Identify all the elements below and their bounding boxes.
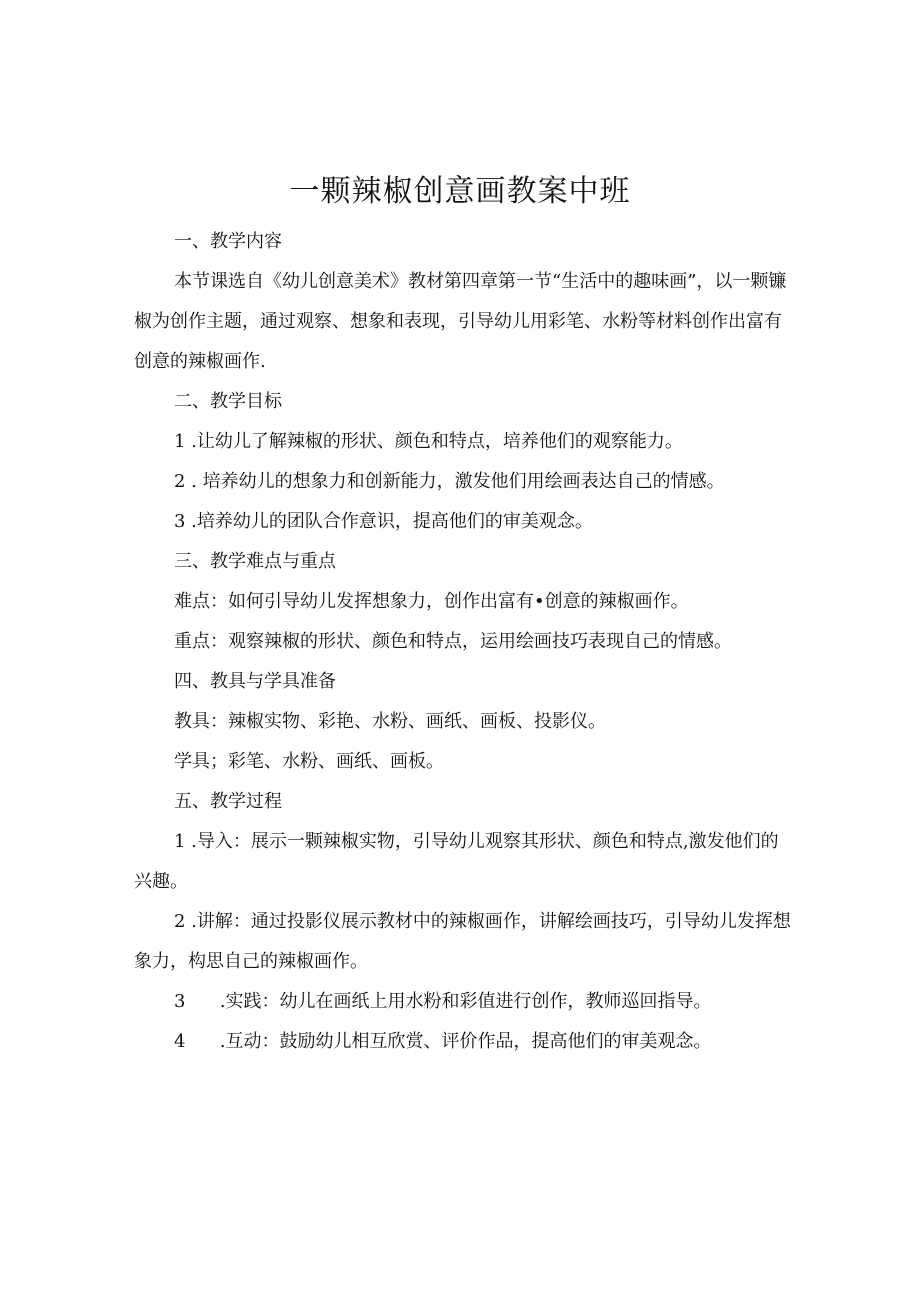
teaching-aids-text: 教具：辣椒实物、彩艳、水粉、画纸、画板、投影仪。 [174,711,606,732]
section-heading-2: 二、教学目标 [174,391,282,412]
paragraph-content: 本节课选自《幼儿创意美术》教材第四章第一节“生活中的趣味画”，以一颗镰椒为创作主题，通过观察、想象和表现，引导幼儿用彩笔、水粉等材料创作出富有创意的辣椒画作. [134,271,787,372]
difficulty-text: 难点：如何引导幼儿发挥想象力，创作出富有•创意的辣椒画作。 [174,591,689,612]
section-heading-5: 五、教学过程 [174,791,282,812]
section-heading-4: 四、教具与学具准备 [174,671,336,692]
process-step-3: 3 .实践：幼儿在画纸上用水粉和彩值进行创作，教师巡回指导。 [174,991,712,1012]
process-step-4: 4 .互动：鼓励幼儿相互欣赏、评价作品，提高他们的审美观念。 [174,1031,712,1052]
process-step-2: 2 .讲解：通过投影仪展示教材中的辣椒画作，讲解绘画技巧，引导幼儿发挥想象力，构思自己的辣椒画作。 [134,911,791,972]
section-heading-1: 一、教学内容 [174,231,282,252]
goal-item-1: 1 .让幼儿了解辣椒的形状、颜色和特点，培养他们的观察能力。 [174,431,683,452]
key-point-text: 重点：观察辣椒的形状、颜色和特点，运用绘画技巧表现自己的情感。 [174,631,732,652]
page-title: 一颗辣椒创意画教案中班 [289,174,631,209]
goal-item-2: 2 . 培养幼儿的想象力和创新能力，激发他们用绘画表达自己的情感。 [174,471,725,492]
learning-tools-text: 学具；彩笔、水粉、画纸、画板。 [174,751,444,772]
section-heading-3: 三、教学难点与重点 [174,551,336,572]
process-step-1: 1 .导入：展示一颗辣椒实物，引导幼儿观察其形状、颜色和特点,激发他们的兴趣。 [134,831,779,892]
document-body [134,222,794,1062]
goal-item-3: 3 .培养幼儿的团队合作意识，提高他们的审美观念。 [174,511,593,532]
